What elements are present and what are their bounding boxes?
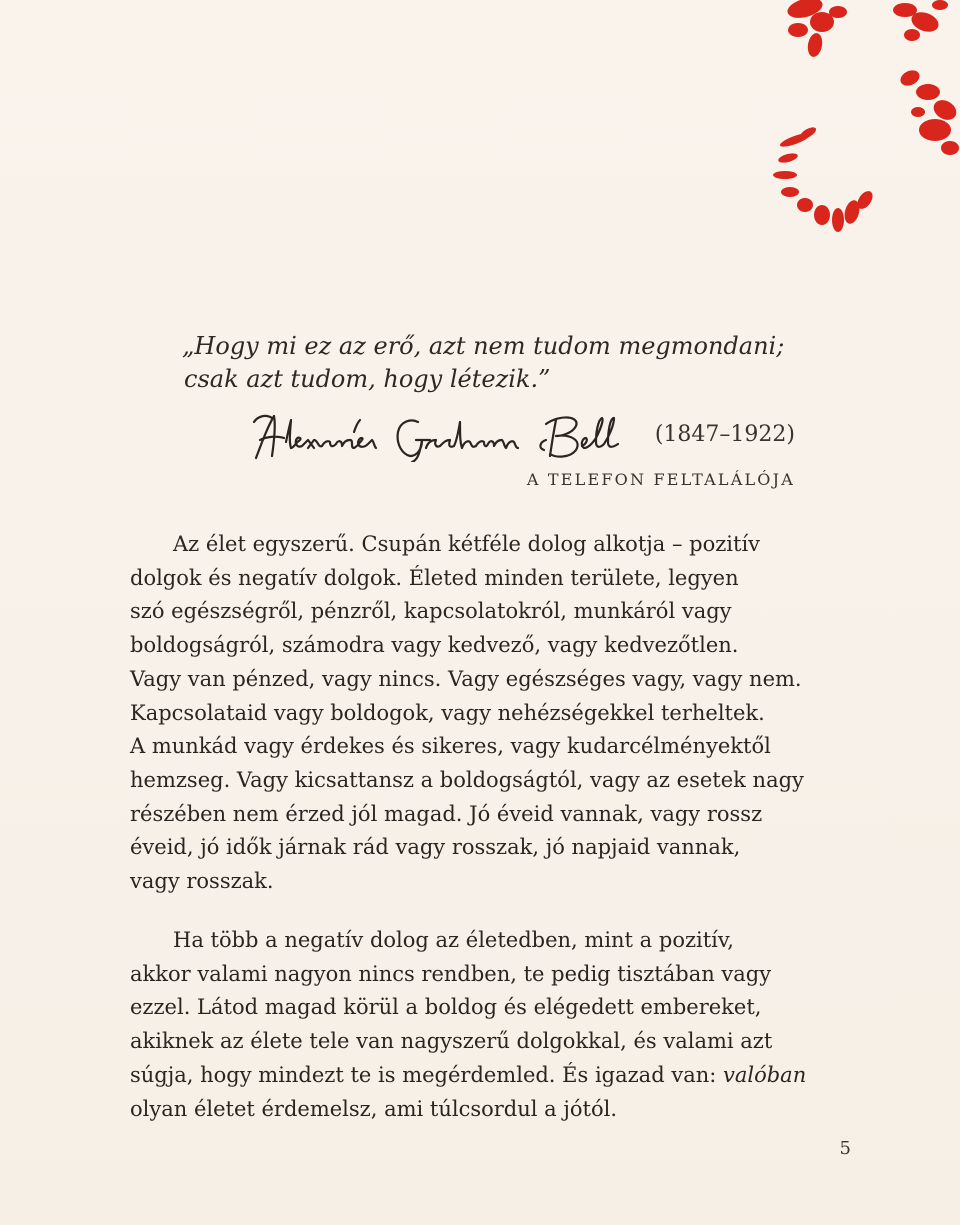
paragraph-line: hemzseg. Vagy kicsattansz a boldogságtól, vagy az esetek nagy: [130, 767, 804, 792]
paragraph-line: olyan életet érdemelsz, ami túlcsordul a jótól.: [130, 1096, 617, 1121]
paragraph-line: A munkád vagy érdekes és sikeres, vagy kudarcélményektől: [130, 734, 771, 759]
handwritten-signature: [250, 412, 645, 462]
paragraph-line: Kapcsolataid vagy boldogok, vagy nehézségekkel terheltek.: [130, 700, 765, 725]
paragraph-line: boldogságról, számodra vagy kedvező, vagy kedvezőtlen.: [130, 633, 739, 658]
attribution-role: A TELEFON FELTALÁLÓJA: [526, 470, 795, 489]
paragraph-line: vagy rosszak.: [130, 869, 274, 894]
red-floral-decoration: [760, 0, 960, 250]
epigraph-quote: [182, 330, 802, 396]
paragraph-2: [130, 924, 850, 1126]
paragraph-1: [130, 528, 850, 899]
paragraph-line: Vagy van pénzed, vagy nincs. Vagy egészséges vagy, vagy nem.: [130, 666, 802, 691]
paragraph-line: akkor valami nagyon nincs rendben, te pedig tisztában vagy: [130, 961, 772, 986]
paragraph-line: ezzel. Látod magad körül a boldog és elégedett embereket,: [130, 995, 762, 1020]
page-number: 5: [839, 1138, 851, 1159]
paragraph-line: Ha több a negatív dolog az életedben, mint a pozitív,: [173, 928, 734, 952]
lifespan-years: (1847–1922): [654, 422, 795, 447]
paragraph-line: Az élet egyszerű. Csupán kétféle dolog alkotja – pozitív: [173, 532, 761, 556]
quote-attribution: [250, 412, 795, 464]
paragraph-line: akiknek az élete tele van nagyszerű dolgokkal, és valami azt: [130, 1029, 773, 1054]
emphasized-word: valóban: [722, 1062, 807, 1087]
paragraph-line: részében nem érzed jól magad. Jó éveid vannak, vagy rossz: [130, 801, 763, 826]
paragraph-line: dolgok és negatív dolgok. Életed minden területe, legyen: [130, 565, 739, 590]
paragraph-line: szó egészségről, pénzről, kapcsolatokról, munkáról vagy: [130, 599, 732, 624]
paragraph-line-text: súgja, hogy mindezt te is megérdemled. És igazad van:: [130, 1062, 723, 1087]
quote-line-2: csak azt tudom, hogy létezik.”: [184, 365, 551, 393]
paragraph-line: [130, 1059, 850, 1093]
quote-line-1: „Hogy mi ez az erő, azt nem tudom megmondani;: [182, 332, 785, 360]
paragraph-line: éveid, jó idők járnak rád vagy rosszak, jó napjaid vannak,: [130, 835, 741, 860]
